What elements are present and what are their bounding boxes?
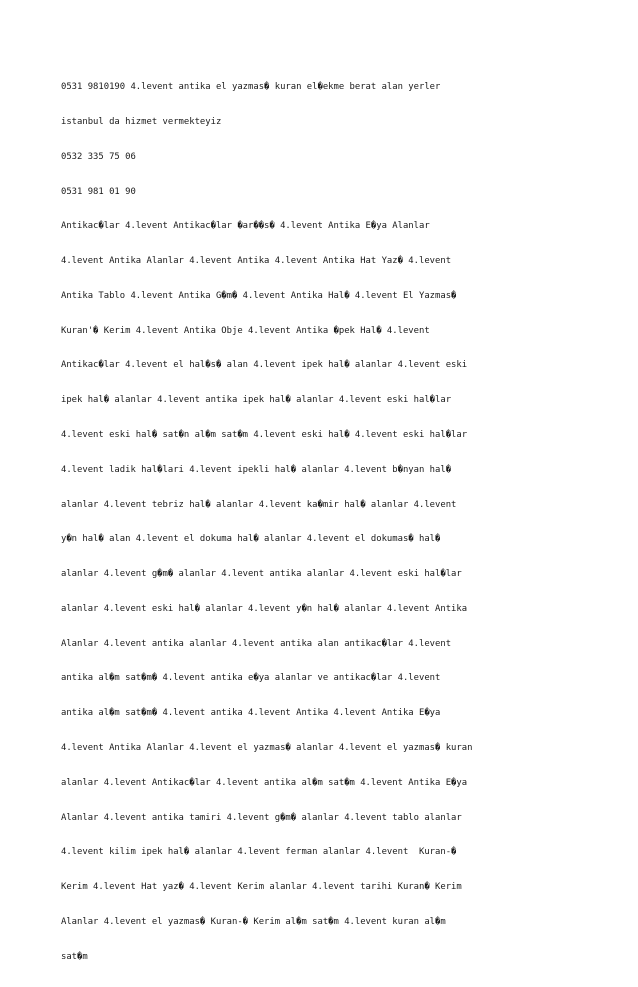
text-line: 4.levent kilim ipek hal� alanlar 4.levent ferman alanlar 4.levent Kuran-� xyxy=(61,847,457,858)
text-line: Alanlar 4.levent antika alanlar 4.levent antika alan antikac�lar 4.levent xyxy=(61,638,452,649)
text-line: alanlar 4.levent Antikac�lar 4.levent antika al�m sat�m 4.levent Antika E�ya xyxy=(61,777,468,788)
text-line: 4.levent Antika Alanlar 4.levent el yazmas� alanlar 4.levent el yazmas� kuran xyxy=(61,743,473,754)
text-line: alanlar 4.levent eski hal� alanlar 4.levent y�n hal� alanlar 4.levent Antika xyxy=(61,603,468,614)
text-line: 0531 981 01 90 xyxy=(61,186,136,197)
text-line: y�n hal� alan 4.levent el dokuma hal� alanlar 4.levent el dokumas� hal� xyxy=(61,534,441,545)
text-line: 4.levent ladik hal�lari 4.levent ipekli hal� alanlar 4.levent b�nyan hal� xyxy=(61,464,452,475)
text-line: ipek hal� alanlar 4.levent antika ipek hal� alanlar 4.levent eski hal�lar xyxy=(61,395,452,406)
text-line: antika al�m sat�m� 4.levent antika 4.levent Antika 4.levent Antika E�ya xyxy=(61,708,441,719)
text-line: alanlar 4.levent tebriz hal� alanlar 4.levent ka�mir hal� alanlar 4.levent xyxy=(61,499,457,510)
document-text-block xyxy=(61,59,581,987)
text-line: Antika Tablo 4.levent Antika G�m� 4.levent Antika Hal� 4.levent El Yazmas� xyxy=(61,290,457,301)
text-line: Antikac�lar 4.levent el hal�s� alan 4.levent ipek hal� alanlar 4.levent eski xyxy=(61,360,468,371)
text-line: 0531 9810190 4.levent antika el yazmas� kuran el�ekme berat alan yerler xyxy=(61,82,441,93)
text-line: Alanlar 4.levent el yazmas� Kuran-� Kerim al�m sat�m 4.levent kuran al�m xyxy=(61,916,446,927)
text-line: Kerim 4.levent Hat yaz� 4.levent Kerim alanlar 4.levent tarihi Kuran� Kerim xyxy=(61,882,462,893)
text-line: sat�m xyxy=(61,951,88,962)
text-line: Antikac�lar 4.levent Antikac�lar �ar��s� 4.levent Antika E�ya Alanlar xyxy=(61,221,430,232)
text-line: 4.levent eski hal� sat�n al�m sat�m 4.levent eski hal� 4.levent eski hal�lar xyxy=(61,430,468,440)
text-line: 4.levent Antika Alanlar 4.levent Antika 4.levent Antika Hat Yaz� 4.levent xyxy=(61,256,452,267)
text-line: 0532 335 75 06 xyxy=(61,151,136,162)
text-line: istanbul da hizmet vermekteyiz xyxy=(61,116,222,127)
text-line: Alanlar 4.levent antika tamiri 4.levent g�m� alanlar 4.levent tablo alanlar xyxy=(61,812,462,823)
text-line: Kuran'� Kerim 4.levent Antika Obje 4.levent Antika �pek Hal� 4.levent xyxy=(61,325,430,336)
text-line: alanlar 4.levent g�m� alanlar 4.levent antika alanlar 4.levent eski hal�lar xyxy=(61,569,462,580)
text-line: antika al�m sat�m� 4.levent antika e�ya alanlar ve antikac�lar 4.levent xyxy=(61,673,441,684)
